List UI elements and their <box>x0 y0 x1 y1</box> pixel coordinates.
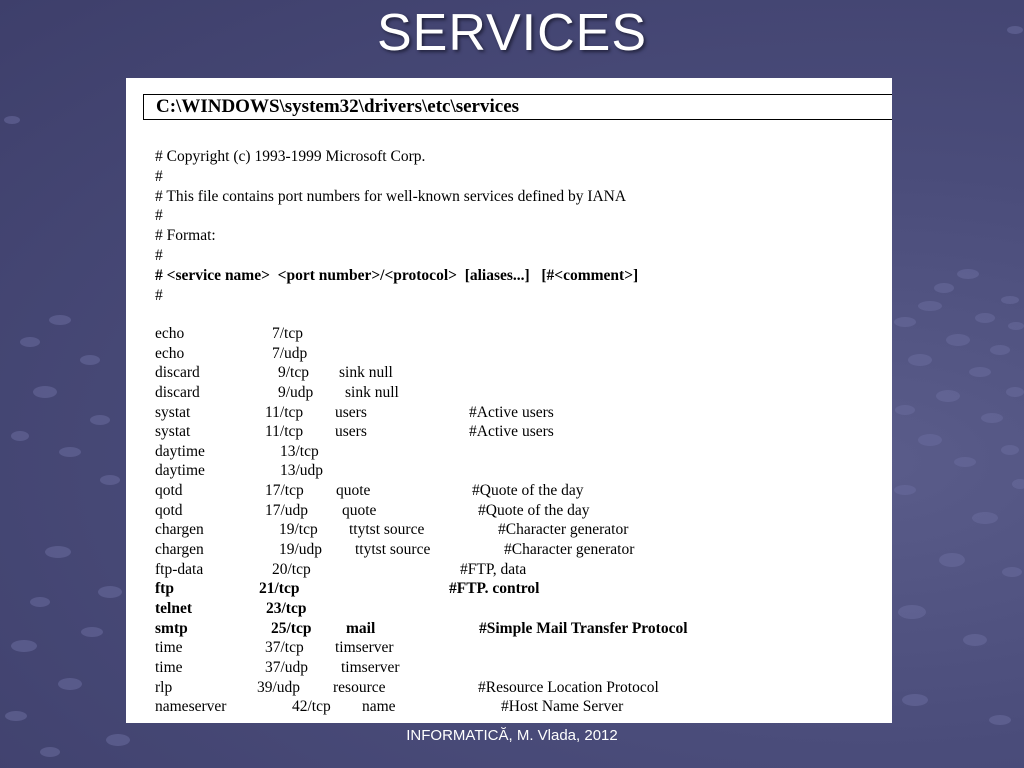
service-name: daytime <box>155 442 205 460</box>
service-row <box>155 560 875 580</box>
file-path: C:\WINDOWS\system32\drivers\etc\services <box>143 94 892 120</box>
service-name: nameserver <box>155 698 227 716</box>
service-port: 11/tcp <box>265 423 304 441</box>
service-row <box>155 363 875 383</box>
service-port: 37/tcp <box>265 639 304 657</box>
service-port: 9/udp <box>278 383 314 401</box>
service-port: 37/udp <box>265 658 309 676</box>
service-aliases: mail <box>346 619 376 637</box>
service-port: 42/tcp <box>292 698 331 716</box>
service-port: 9/tcp <box>278 364 309 382</box>
service-name: time <box>155 639 183 657</box>
service-name: ftp <box>155 580 174 598</box>
service-row <box>155 540 875 560</box>
service-row <box>155 442 875 462</box>
service-table <box>155 324 875 717</box>
service-port: 17/tcp <box>265 482 304 500</box>
service-row <box>155 344 875 364</box>
service-port: 7/udp <box>272 344 308 362</box>
service-name: ftp-data <box>155 560 204 578</box>
service-name: chargen <box>155 541 204 559</box>
service-name: qotd <box>155 501 183 519</box>
service-comment: #Quote of the day <box>478 501 590 519</box>
service-port: 13/udp <box>280 462 324 480</box>
service-port: 23/tcp <box>266 599 307 617</box>
service-row-highlighted <box>155 599 875 619</box>
service-port: 11/tcp <box>265 403 304 421</box>
service-aliases: resource <box>333 678 386 696</box>
service-name: telnet <box>155 599 193 617</box>
document-image <box>126 78 892 723</box>
service-comment: #Active users <box>469 403 554 421</box>
service-name: chargen <box>155 521 204 539</box>
service-aliases: timserver <box>335 639 394 657</box>
service-row <box>155 403 875 423</box>
comment-line: # <box>155 286 163 304</box>
service-aliases: ttytst source <box>349 521 425 539</box>
service-row-highlighted <box>155 579 875 599</box>
service-port: 17/udp <box>265 501 309 519</box>
service-comment: #Quote of the day <box>472 482 584 500</box>
comment-line: # <box>155 246 163 264</box>
service-port: 13/tcp <box>280 442 319 460</box>
comment-line: # <box>155 207 163 225</box>
service-comment: #Resource Location Protocol <box>478 678 659 696</box>
service-name: echo <box>155 344 185 362</box>
service-name: echo <box>155 325 185 342</box>
service-name: time <box>155 658 183 676</box>
service-comment: #Character generator <box>498 521 629 539</box>
slide-title: SERVICES <box>376 4 648 62</box>
comment-line-format: # <service name> <port number>/<protocol> [aliases...] [#<comment>] <box>155 266 639 284</box>
service-aliases: timserver <box>341 658 400 676</box>
service-comment: #FTP. control <box>449 580 540 598</box>
service-comment: #FTP, data <box>460 560 527 578</box>
service-comment: #Active users <box>469 423 554 441</box>
service-aliases: ttytst source <box>355 541 431 559</box>
service-name: systat <box>155 423 191 441</box>
header-comments <box>155 147 638 305</box>
service-row <box>155 481 875 501</box>
service-port: 19/udp <box>279 541 323 559</box>
service-name: discard <box>155 364 200 382</box>
service-row <box>155 520 875 540</box>
service-comment: #Character generator <box>504 541 635 559</box>
service-aliases: quote <box>342 501 377 519</box>
service-name: daytime <box>155 462 205 480</box>
service-comment: #Host Name Server <box>501 698 624 716</box>
service-port: 25/tcp <box>271 619 312 637</box>
service-row <box>155 501 875 521</box>
service-aliases: name <box>362 698 396 716</box>
service-port: 21/tcp <box>259 580 300 598</box>
service-port: 19/tcp <box>279 521 318 539</box>
service-row <box>155 697 875 717</box>
comment-line: # <box>155 167 163 185</box>
service-aliases: sink null <box>345 383 399 401</box>
service-row <box>155 678 875 698</box>
service-comment: #Simple Mail Transfer Protocol <box>479 619 688 637</box>
service-row <box>155 422 875 442</box>
service-row <box>155 461 875 481</box>
service-port: 20/tcp <box>272 560 311 578</box>
comment-line: # This file contains port numbers for well-known services defined by IANA <box>155 187 627 205</box>
slide-footer: INFORMATICĂ, M. Vlada, 2012 <box>406 727 618 744</box>
service-row <box>155 638 875 658</box>
service-name: qotd <box>155 482 183 500</box>
service-aliases: quote <box>336 482 371 500</box>
service-aliases: users <box>335 423 367 441</box>
service-row-highlighted <box>155 619 875 639</box>
service-row <box>155 324 875 344</box>
service-name: rlp <box>155 678 173 696</box>
service-name: systat <box>155 403 191 421</box>
service-name: smtp <box>155 619 188 637</box>
service-port: 39/udp <box>257 678 301 696</box>
service-name: discard <box>155 383 200 401</box>
service-port: 7/tcp <box>272 325 303 342</box>
service-row <box>155 658 875 678</box>
service-row <box>155 383 875 403</box>
service-aliases: sink null <box>339 364 393 382</box>
comment-line: # Copyright (c) 1993-1999 Microsoft Corp. <box>155 148 426 165</box>
comment-line: # Format: <box>155 227 216 245</box>
service-aliases: users <box>335 403 367 421</box>
